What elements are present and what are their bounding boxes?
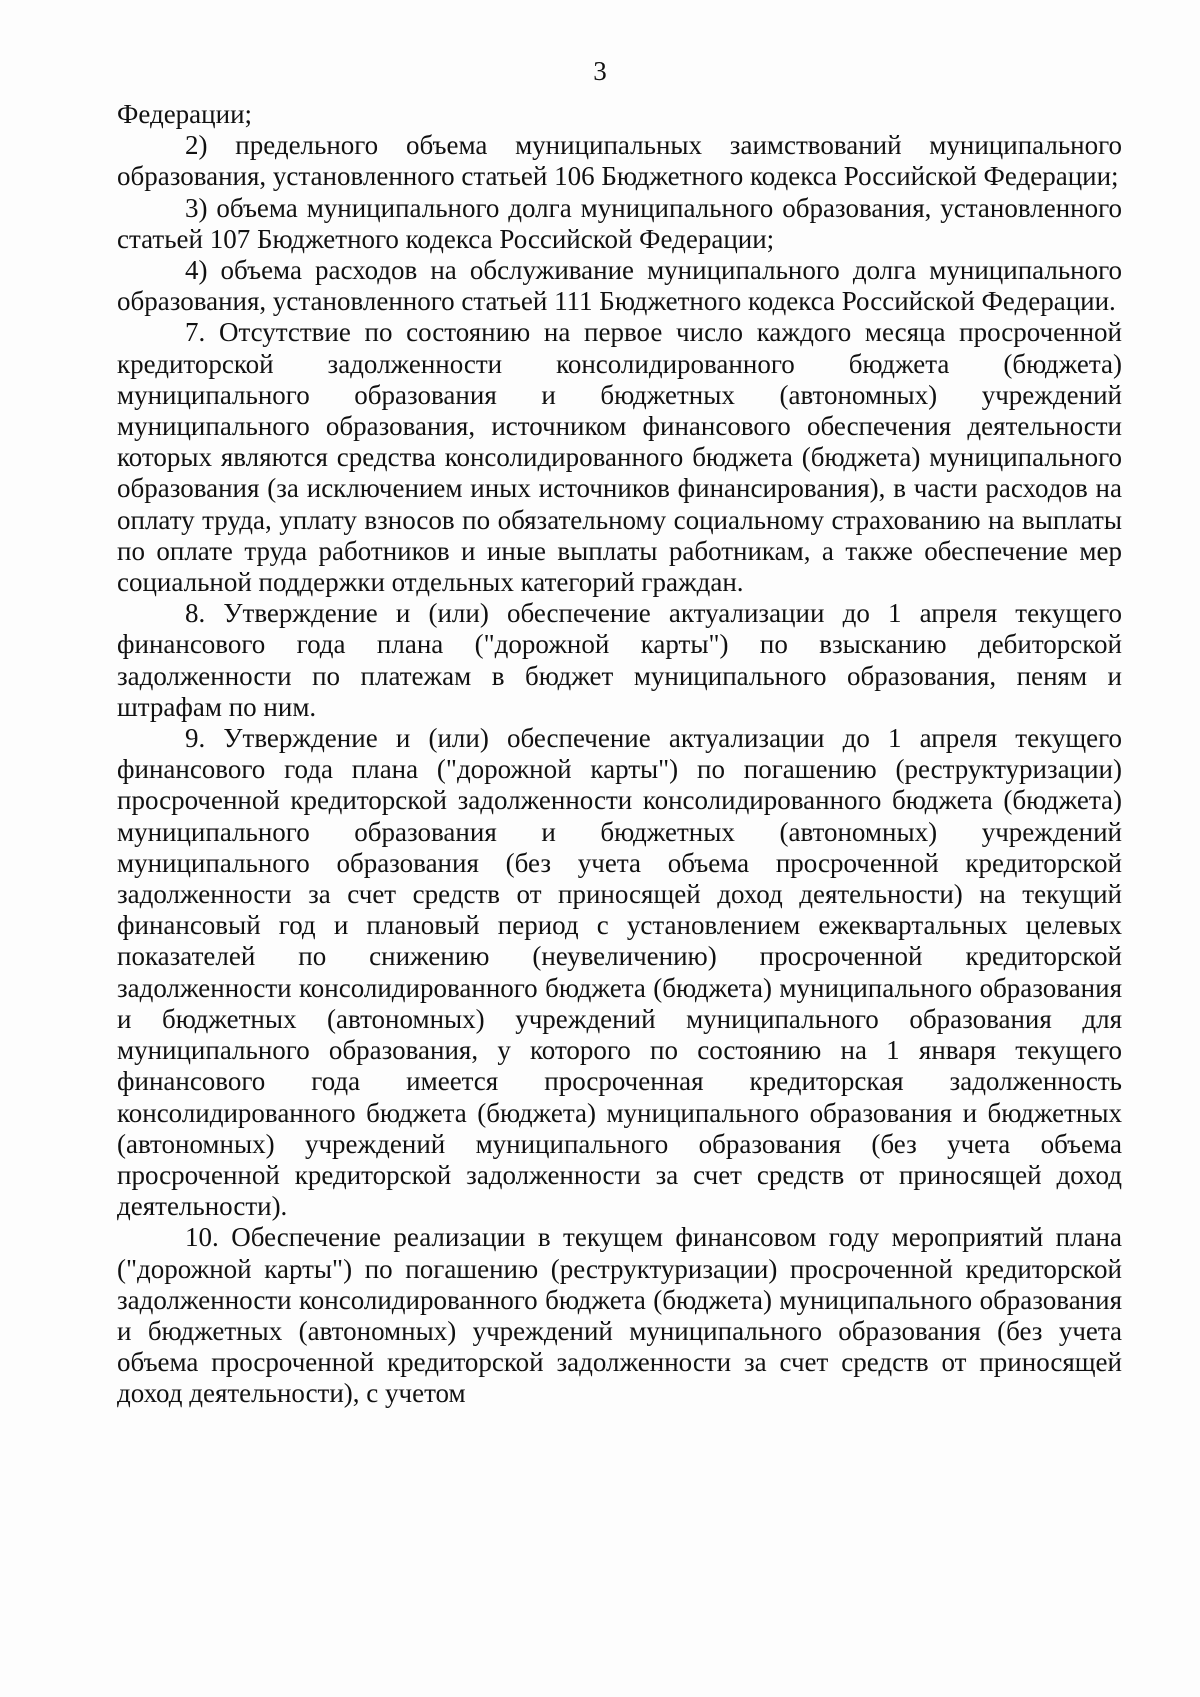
paragraph-8: 8. Утверждение и (или) обеспечение актуализации до 1 апреля текущего финансового года плана ("дорожной карты") по взысканию дебиторской задолженности по платежам в бюджет муниципального образования, пеням и штрафам по ним. xyxy=(117,598,1122,722)
paragraph-item-4: 4) объема расходов на обслуживание муниципального долга муниципального образования, установленного статьей 111 Бюджетного кодекса Российской Федерации. xyxy=(117,255,1122,317)
paragraph-10: 10. Обеспечение реализации в текущем финансовом году мероприятий плана ("дорожной карты") по погашению (реструктуризации) просроченной кредиторской задолженности консолидированного бюджета (бюджета) муниципального образования и бюджетных (автономных) учреждений муниципального образования (без учета объема просроченной кредиторской задолженности за счет средств от приносящей доход деятельности), с учетом xyxy=(117,1222,1122,1409)
document-body xyxy=(117,99,1122,1410)
paragraph-9: 9. Утверждение и (или) обеспечение актуализации до 1 апреля текущего финансового года плана ("дорожной карты") по погашению (реструктуризации) просроченной кредиторской задолженности консолидированного бюджета (бюджета) муниципального образования и бюджетных (автономных) учреждений муниципального образования (без учета объема просроченной кредиторской задолженности за счет средств от приносящей доход деятельности) на текущий финансовый год и плановый период с установлением ежеквартальных целевых показателей по снижению (неувеличению) просроченной кредиторской задолженности консолидированного бюджета (бюджета) муниципального образования и бюджетных (автономных) учреждений муниципального образования для муниципального образования, у которого по состоянию на 1 января текущего финансового года имеется просроченная кредиторская задолженность консолидированного бюджета (бюджета) муниципального образования и бюджетных (автономных) учреждений муниципального образования (без учета объема просроченной кредиторской задолженности за счет средств от приносящей доход деятельности). xyxy=(117,723,1122,1222)
paragraph-7: 7. Отсутствие по состоянию на первое число каждого месяца просроченной кредиторской задолженности консолидированного бюджета (бюджета) муниципального образования и бюджетных (автономных) учреждений муниципального образования, источником финансового обеспечения деятельности которых являются средства консолидированного бюджета (бюджета) муниципального образования (за исключением иных источников финансирования), в части расходов на оплату труда, уплату взносов по обязательному социальному страхованию на выплаты по оплате труда работников и иные выплаты работникам, а также обеспечение мер социальной поддержки отдельных категорий граждан. xyxy=(117,317,1122,598)
paragraph-continuation: Федерации; xyxy=(117,99,253,129)
page-number: 3 xyxy=(593,56,607,86)
paragraph-item-3: 3) объема муниципального долга муниципального образования, установленного статьей 107 Бюджетного кодекса Российской Федерации; xyxy=(117,192,1122,254)
paragraph-item-2: 2) предельного объема муниципальных заимствований муниципального образования, установленного статьей 106 Бюджетного кодекса Российской Федерации; xyxy=(117,130,1122,192)
